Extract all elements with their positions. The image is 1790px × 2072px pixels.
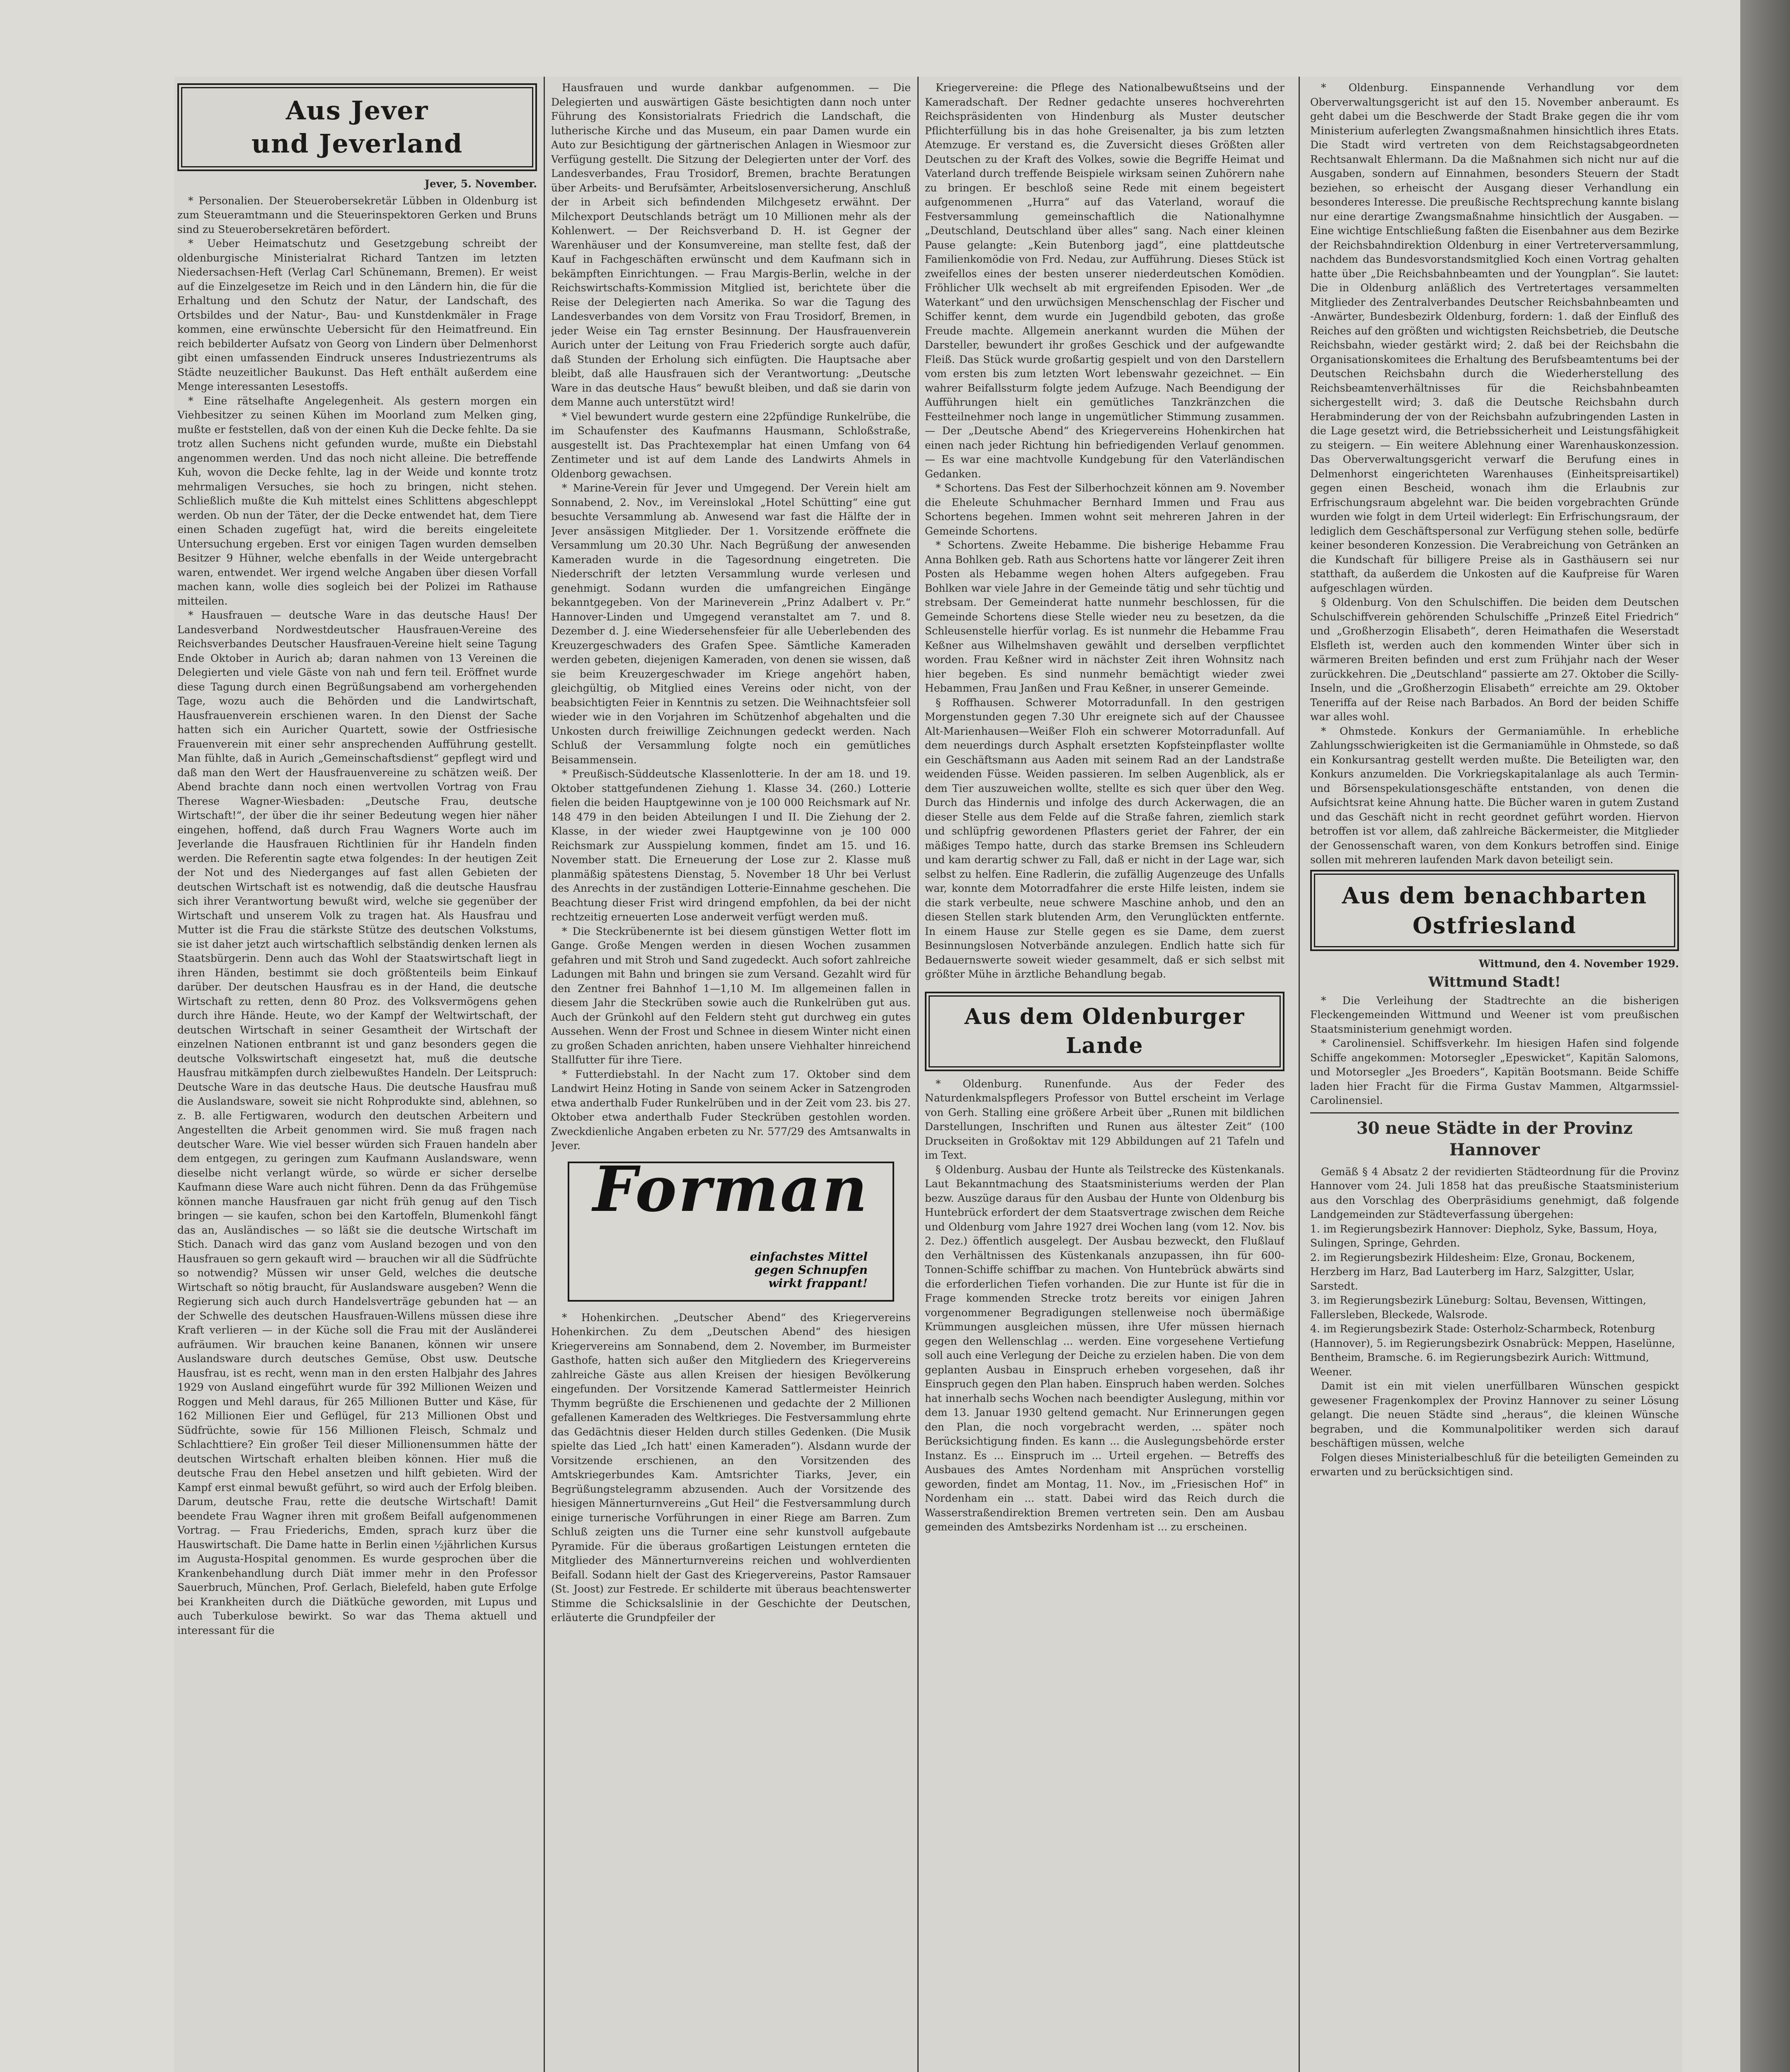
- article: * Hohenkirchen. „Deutscher Abend“ des Kriegervereins Hohenkirchen. Zu dem „Deutschen Abend“ des hiesigen Kriegervereins am Sonnabend, dem 2. November, im Burmeister Gasthofe, hatten sich außer den Mitgliedern des Kriegervereins zahlreiche Gäste aus allen Kreisen der hiesigen Bevölkerung eingefunden. Der Vorsitzende Kamerad Sattlermeister Heinrich Thymm begrüßte die Erschienenen und gedachte der 2 Millionen gefallenen Kameraden des Weltkrieges. Die Festversammlung ehrte das Gedächtnis dieser Helden durch stilles Gedenken. (Die Musik spielte das Lied „Ich hatt' einen Kameraden“). Alsdann wurde der Vorsitzende erschienen, an den Vorsitzenden des Amtskriegerbundes Kam. Amtsrichter Tiarks, Jever, ein Begrüßungstelegramm abzusenden. Auch der Vorsitzende des hiesigen Männerturnvereins „Gut Heil“ die Festversammlung durch einige turnerische Vorführungen in einer Riege am Barren. Zum Schluß zeigten uns die Turner eine sehr kunstvoll aufgebaute Pyramide. Für die überaus großartigen Leistungen ernteten die Mitglieder des Männerturnvereins reichen und wohlverdienten Beifall. Sodann hielt der Gast des Kriegervereins, Pastor Ramsauer (St. Joost) zur Festrede. Er schilderte mit überaus beachtenswerter Stimme die Schicksalslinie in der Geschichte der Deutschen, erläuterte die Grundpfeiler der: [551, 1311, 911, 1624]
- newspaper-page: [174, 77, 1682, 2072]
- article: Folgen dieses Ministerialbeschluß für die beteiligten Gemeinden zu erwarten und zu berücksichtigen sind.: [1310, 1451, 1679, 1478]
- header-line: und Jeverland: [251, 128, 463, 159]
- header-line: Lande: [1066, 1033, 1144, 1058]
- article: * Futterdiebstahl. In der Nacht zum 17. Oktober sind dem Landwirt Heinz Hoting in Sande von seinem Acker in Satzengroden etwa anderthalb Fuder Runkelrüben und in der Zeit vom 23. bis 27. Oktober etwa anderthalb Fuder Steckrüben gestohlen worden. Zweckdienliche Angaben erbeten zu Nr. 577/29 des Amtsanwalts in Jever.: [551, 1068, 911, 1152]
- section-header-ostfriesland: [1310, 870, 1679, 951]
- column-1: [177, 81, 537, 2072]
- dateline-wittmund: Wittmund, den 4. November 1929.: [1479, 957, 1679, 970]
- advertisement-forman: [568, 1152, 894, 1302]
- headline-line: 30 neue Städte in der Provinz: [1356, 1118, 1633, 1138]
- article: § Roffhausen. Schwerer Motorradunfall. In den gestrigen Morgenstunden gegen 7.30 Uhr ereignete sich auf der Chaussee Alt-Marienhausen—Weißer Floh ein schwerer Motorradunfall. Auf dem neuerdings durch Asphalt ersetzten Kopfsteinpflaster wollte ein Geschäftsmann aus Aaden mit seinem Rad an der Landstraße weidenden Füsse. Weiden passieren. Im selben Augenblick, als er dem Tier auszuweichen wollte, stellte es sich quer über den Weg. Durch das Hindernis und infolge des durch Ackerwagen, die an dieser Stelle aus dem Felde auf die Straße fahren, ziemlich stark und schlüpfrig gewordenen Pflasters geriet der Fahrer, der ein mäßiges Tempo hatte, durch das starke Bremsen ins Schleudern und kam derartig schwer zu Fall, daß er nicht in der Lage war, sich selbst zu helfen. Eine Radlerin, die zufällig Augenzeuge des Unfalls war, konnte dem Motorradfahrer die erste Hilfe leisten, indem sie die stark verbeulte, neue schwere Maschine anhob, und den an diesen Stellen stark blutenden Arm, den Verunglückten entfernte. In einem Hause zur Stelle gegen es sie Dame, dem zuerst Besinnungslosen Notverbände anzulegen. Endlich hatte sich für Bedauernswerte soweit wieder gesammelt, daß er sich selbst mit größter Mühe in ärztliche Behandlung begab.: [925, 696, 1284, 980]
- column-4: [1310, 81, 1679, 2072]
- header-line: Aus dem benachbarten: [1342, 882, 1647, 909]
- ad-tagline-line: einfachstes Mittel: [750, 1249, 868, 1264]
- header-line: Ostfriesland: [1413, 912, 1577, 939]
- article: * Carolinensiel. Schiffsverkehr. Im hiesigen Hafen sind folgende Schiffe angekommen: Motorsegler „Epeswicket“, Kapitän Salomons, und Motorsegler „Jes Broeders“, Kapitän Bootsmann. Beide Schiffe laden hier Fracht für die Firma Gustav Mammen, Altgarmssiel-Carolinensiel.: [1310, 1037, 1679, 1106]
- list-item: 2. im Regierungsbezirk Hildesheim: Elze, Gronau, Bockenem, Herzberg im Harz, Bad Lauterberg im Harz, Salzgitter, Uslar, Sarstedt.: [1310, 1251, 1635, 1292]
- article: * Oldenburg. Einspannende Verhandlung vor dem Oberverwaltungsgericht ist auf den 15. November anberaumt. Es geht dabei um die Beschwerde der Stadt Brake gegen die ihr vom Ministerium auferlegten Zwangsmaßnahmen hinsichtlich ihres Etats. Die Stadt wird vertreten von dem Reichstagsabgeordneten Rechtsanwalt Ehlermann. Da die Maßnahmen sich nicht nur auf die Ausgaben, sondern auf Einnahmen, besonders Steuern der Stadt beziehen, so erheischt der Ausgang dieser Verhandlung ein besonderes Interesse. Die preußische Rechtsprechung kannte bislang nur eine derartige Zwangsmaßnahme hinsichtlich der Ausgaben. — Eine wichtige Entschließung faßten die Eisenbahner aus dem Bezirke der Reichsbahndirektion Oldenburg in einer Vertreterversammlung, nachdem das Bundesvorstandsmitglied Koch einen Vortrag gehalten hatte über „Die Reichsbahnbeamten und der Youngplan“. Sie lautet: Die in Oldenburg anläßlich des Vertretertages versammelten Mitglieder des Zentralverbandes Deutscher Reichsbahnbeamten und -Anwärter, Bundesbezirk Oldenburg, fordern: 1. daß der Einfluß des Reiches auf den größten und wichtigsten Reichsbetrieb, die Deutsche Reichsbahn, wieder gestärkt wird; 2. daß bei der Reichsbahn die Organisationskomitees die Erhaltung des Berufsbeamtentums bei der Deutschen Reichsbahn durch die Wiederherstellung des Reichsbeamtenverhältnisses für die Reichsbahnbeamten sichergestellt wird; 3. daß die Deutsche Reichsbahn durch Herabminderung der von der Reichsbahn aufzubringenden Lasten in die Lage gesetzt wird, die Betriebssicherheit und Leistungsfähigkeit zu steigern. — Ein weitere Ablehnung einer Warenhauskonzession. Das Oberverwaltungsgericht verwarf die Berufung eines in Delmenhorst eingerichteten Warenhauses (Einheitspreisartikel) gegen einen Bescheid, wonach ihm die Erlaubnis zur Erfrischungsraum abgelehnt war. Die beiden vorgebrachten Gründe wurden wie folgt in dem Urteil widerlegt: Ein Erfrischungsraum, der lediglich dem Geschäftspersonal zur Verfügung stehen solle, bedürfe keiner besonderen Konzession. Die Verabreichung von Getränken an die Kundschaft für billigere Preise als in Gasthäusern sei nur statthaft, da außerdem die Unkosten auf die Kaufpreise für Waren aufgeschlagen würden.: [1310, 82, 1679, 594]
- list-item: 1. im Regierungsbezirk Hannover: Diepholz, Syke, Bassum, Hoya, Sulingen, Springe, Gehrden.: [1310, 1222, 1657, 1249]
- dateline-jever: Jever, 5. November.: [424, 178, 537, 190]
- article: Hausfrauen und wurde dankbar aufgenommen. — Die Delegierten und auswärtigen Gäste besichtigten dann noch unter Führung des Konsistorialrats Friedrich die Landschaft, die lutherische Kirche und das Museum, ein paar Damen wurde ein Auto zur Besichtigung der gärtnerischen Anlagen in Wiesmoor zur Verfügung gestellt. Die Sitzung der Delegierten unter der Vorf. des Landesverbandes, Frau Trosidorf, Bremen, brachte Beratungen über Arbeits- und Berufsämter, Arbeitslosenversicherung, Anschluß der in Arbeit sich befindenden Milchgesetz erwähnt. Der Milchexport Deutschlands beträgt um 10 Millionen mehr als der Kohlenwert. — Der Reichsverband D. H. ist Gegner der Warenhäuser und der Konsumvereine, man stellte fest, daß der Kauf in Fachgeschäften erwünscht und dem Kaufmann sich in bekämpften Einrichtungen. — Frau Margis-Berlin, welche in der Reichswirtschafts-Kommission Mitglied ist, berichtete über die Reise der Delegierten nach Amerika. So war die Tagung des Landesverbandes von dem Vorsitz von Frau Trosidorf, Bremen, in jeder Weise ein Tag ernster Besinnung. Der Hausfrauenverein Aurich unter der Leitung von Frau Friederich sorgte auch dafür, daß Stunden der Erholung sich einfügten. Die Hauptsache aber bleibt, daß alle Hausfrauen sich der Verantwortung: „Deutsche Ware in das deutsche Haus“ bewußt bleiben, und daß sie darin von dem Manne auch unterstützt wird!: [551, 82, 911, 408]
- header-line: Aus Jever: [285, 95, 429, 126]
- ad-brand: Forman: [593, 1152, 869, 1226]
- article: * Schortens. Das Fest der Silberhochzeit können am 9. November die Eheleute Schuhmacher Bernhard Immen und Frau aus Schortens begehen. Immen wohnt seit mehreren Jahren in der Gemeinde Schortens.: [925, 482, 1284, 537]
- article: Damit ist ein mit vielen unerfüllbaren Wünschen gespickt gewesener Fragenkomplex der Provinz Hannover zu seiner Lösung gelangt. Die neuen Städte sind „heraus“, die kleinen Wünsche begraben, und die Kommunalpolitiker werden sich darauf beschäftigen müssen, welche: [1310, 1380, 1679, 1449]
- section-header-oldenburg: [925, 992, 1284, 1071]
- article: § Oldenburg. Ausbau der Hunte als Teilstrecke des Küstenkanals. Laut Bekanntmachung des Staatsministeriums werden der Plan bezw. Auszüge daraus für den Ausbau der Hunte von Oldenburg bis Huntebrück erfordert der dem Staatsvertrage zwischen dem Reiche und Oldenburg vom Jahre 1927 drei Wochen lang (vom 12. Nov. bis 2. Dez.) öffentlich ausgelegt. Der Ausbau bezweckt, den Flußlauf den Verhältnissen des Küstenkanals anzupassen, ihn für 600-Tonnen-Schiffe schiffbar zu machen. Von Huntebrück abwärts sind die erforderlichen Tiefen vorhanden. Die zur Hunte ist für die in Frage kommenden Strecke trotz bereits vor einigen Jahren vorgenommener Begradigungen stellenweise noch übermäßige Krümmungen ausgleichen müssen, ihre Ufer müssen hiernach gegen den Wellenschlag ... werden. Eine vorgesehene Vertiefung soll auch eine Verlegung der Deiche zu erzielen haben. Die von dem geplanten Ausbau in Einspruch erheben vorgesehen, daß ihr Einspruch gegen den Plan haben. Einspruch haben werden. Solches hat innerhalb sechs Wochen nach beendigter Auslegung, mithin vor dem 13. Januar 1930 geltend gemacht. Nur Erinnerungen gegen den Plan, die noch vorgebracht werden, ... später noch Berücksichtigung finden. Es kann ... die Auslegungsbehörde erster Instanz. Es ... Einspruch im ... Urteil ergehen. — Betreffs des Ausbaues des Amtes Nordenham mit Ansprüchen vorstellig geworden, findet am Montag, 11. Nov., im „Friesischen Hof“ in Nordenham ein ... statt. Dabei wird das Reich durch die Wasserstraßendirektion Bremen vertreten sein. Den am Ausbau gemeinden des Amtsbezirks Nordenham ist ... zu erscheinen.: [925, 1163, 1284, 1533]
- ad-tagline-line: gegen Schnupfen: [754, 1263, 868, 1277]
- column-rule: [544, 77, 545, 2072]
- article: Gemäß § 4 Absatz 2 der revidierten Städteordnung für die Provinz Hannover vom 24. Juli 1858 hat das preußische Staatsministerium aus den Vorschlag des Oberpräsidiums genehmigt, daß folgende Landgemeinden zur Städteverfassung übergehen:: [1310, 1165, 1679, 1220]
- article: § Oldenburg. Von den Schulschiffen. Die beiden dem Deutschen Schulschiffverein gehörenden Schulschiffe „Prinzeß Eitel Friedrich“ und „Großherzogin Elisabeth“, deren Heimathafen die Weserstadt Elsfleth ist, werden auch den kommenden Winter über sich in wärmeren Breiten befinden und erst zum Frühjahr nach der Weser zurückkehren. Die „Deutschland“ passierte am 27. Oktober die Scilly-Inseln, und die „Großherzogin Elisabeth“ erreichte am 29. Oktober Teneriffa auf der Reise nach Barbados. An Bord der beiden Schiffe war alles wohl.: [1310, 596, 1679, 723]
- ad-tagline: [750, 1250, 868, 1290]
- column-3: [925, 81, 1284, 2072]
- article: * Schortens. Zweite Hebamme. Die bisherige Hebamme Frau Anna Bohlken geb. Rath aus Schortens hatte vor längerer Zeit ihren Posten als Hebamme wegen hohen Alters aufgegeben. Frau Bohlken war viele Jahre in der Gemeinde tätig und sehr tüchtig und strebsam. Der Gemeinderat hatte nunmehr beschlossen, für die Gemeinde Schortens diese Stelle wieder neu zu besetzen, da die Schleusenstelle hierfür vorlag. Es ist nunmehr die Hebamme Frau Keßner aus Wilhelmshaven gewählt und derselben verpflichtet worden. Frau Keßner wird in nächster Zeit ihren Wohnsitz nach hier begeben. Es sind nunmehr bemächtigt wieder zwei Hebammen, Frau Janßen und Frau Keßner, in unserer Gemeinde.: [925, 539, 1284, 694]
- article: * Personalien. Der Steuerobersekretär Lübben in Oldenburg ist zum Steueramtmann und die Steuerinspektoren Gerken und Bruns sind zu Steuerobersekretären befördert.: [177, 194, 537, 235]
- article: * Hausfrauen — deutsche Ware in das deutsche Haus! Der Landesverband Nordwestdeutscher Hausfrauen-Vereine des Reichsverbandes Deutscher Hausfrauen-Vereine hielt seine Tagung Ende Oktober in Aurich ab; daran nahmen von 13 Vereinen die Delegierten und viele Gäste von nah und fern teil. Eröffnet wurde diese Tagung durch einen Begrüßungsabend am vorhergehenden Tage, wozu auch die Behörden und die Landwirtschaft, Hausfrauenverein erschienen waren. In den Dienst der Sache hatten sich ein Auricher Quartett, sowie der Ostfriesische Frauenverein mit einer sehr ansprechenden Aufführung gestellt. Man fühlte, daß in Aurich „Gemeinschaftsdienst“ gepflegt wird und daß man den Wert der Hausfrauenvereine zu schätzen weiß. Der Abend brachte dann noch einen wertvollen Vortrag von Frau Therese Wagner-Wiesbaden: „Deutsche Frau, deutsche Wirtschaft!“, der über die ihr seiner Bedeutung wegen hier näher eingehen, hoffend, daß durch Frau Wagners Worte auch im Jeverlande die Hausfrauen Richtlinien für ihr Handeln finden werden. Die Referentin sagte etwa folgendes: In der heutigen Zeit der Not und des Niederganges auf fast allen Gebieten der deutschen Wirtschaft ist es notwendig, daß die deutsche Hausfrau sich ihrer Verantwortung bewußt wird, welche sie gegenüber der Wirtschaft und unserem Volk zu tragen hat. Als Hausfrau und Mutter ist die Frau die stärkste Stütze des deutschen Volkstums, sie ist daher jetzt auch wirtschaftlich selbständig denken lernen als Staatsbürgerin. Denn auch das Wohl der Staatswirtschaft liegt in ihren Händen, bestimmt sie doch größtenteils beim Einkauf darüber. Der deutschen Hausfrau es in der Hand, die deutsche Wirtschaft zu retten, denn 80 Proz. des Volksvermögens gehen durch ihre Hände. Heute, wo der Kampf der Weltwirtschaft, der deutschen Wirtschaft in seiner Gesamtheit der Wirtschaft der einzelnen Nationen entbrannt ist und ganz besonders gegen die deutsche Volkswirtschaft eingesetzt hat, muß die deutsche Hausfrau mitkämpfen durch zielbewußtes Handeln. Der Leitspruch: Deutsche Ware in das deutsche Haus. Die deutsche Hausfrau muß die Auslandsware, soweit sie nicht Rohprodukte sind, ablehnen, so z. B. alle Fertigwaren, wodurch den deutschen Arbeitern und Angestellten die Arbeit genommen wird. Sie muß fragen nach deutscher Ware. Wie viel besser würden sich Frauen handeln aber dem entgegen, zu geringen zum Kaufmann Auslandsware, wenn dieselbe nicht verlangt würde, so würde er sicher derselbe Kaufmann diese Ware auch nicht führen. Denn da das Frühgemüse können manche Hausfrauen gar nicht früh genug auf den Tisch bringen — sie kaufen, schon bei den Kartoffeln, Blumenkohl fängt das an, Ausländisches — so läßt sie die deutsche Wirtschaft im Stich. Danach wird das ganz vom Ausland bezogen und von den Hausfrauen so gern gekauft wird — brauchen wir all die Südfrüchte so notwendig? Müssen wir unser Geld, welches die deutsche Wirtschaft so nötig braucht, für Auslandsware ausgeben? Wenn die Regierung sich auch durch Handelsverträge gebunden hat — an der Schwelle des deutschen Hausfrauen-Willens müssen diese ihre Kraft verlieren — in der Küche soll die Frau mit der Ausländerei aufräumen. Wir brauchen keine Bananen, können wir unsere Auslandsware durch deutsches Gemüse, Obst usw. Deutsche Hausfrau, ist es recht, wenn man in den ersten Halbjahr des Jahres 1929 von Ausland eingeführt wurde für 392 Millionen Weizen und Roggen und Mehl daraus, für 265 Millionen Butter und Käse, für 162 Millionen Eier und Geflügel, für 213 Millionen Obst und Südfrüchte, sowie für 156 Millionen Fleisch, Schmalz und Schlachttiere? Ein großer Teil dieser Millionensummen hätte der deutschen Wirtschaft erhalten bleiben können. Hier muß die deutsche Frau den Hebel ansetzen und hilft gebieten. Wird der Kampf erst einmal bewußt geführt, so wird auch der Erfolg bleiben. Darum, deutsche Frau, rette die deutsche Wirtschaft! Damit beendete Frau Wagner ihren mit großem Beifall aufgenommenen Vortrag. — Frau Friederichs, Emden, sprach kurz über die Hauswirtschaft. Die Dame hatte in Berlin einen ½jährlichen Kursus im Augusta-Hospital genommen. Es wurde gesprochen über die Krankenbehandlung durch Diät immer mehr in den Professor Sauerbruch, München, Prof. Gerlach, Bielefeld, haben gute Erfolge bei Krankheiten durch die Diätküche geworden, mit Lupus und auch Tuberkulose bewirkt. So war das Thema aktuell und interessant für die: [177, 609, 537, 1636]
- divider: [1310, 1112, 1679, 1113]
- article: * Die Steckrübenernte ist bei diesem günstigen Wetter flott im Gange. Große Mengen werden in diesen Wochen zusammen gefahren und mit Stroh und Sand zugedeckt. Auch sofort zahlreiche Ladungen mit Bahn und bringen sie zum Versand. Gezahlt wird für den Zentner frei Bahnhof 1—1,10 M. Im allgemeinen fallen in diesem Jahr die Steckrüben sowie auch die Runkelrüben gut aus. Auch der Grünkohl auf den Feldern steht gut durchweg ein gutes Aussehen. Wenn der Frost und Schnee in diesem Winter nicht einen zu großen Schaden anrichten, haben unsere Viehhalter hinreichend Stallfutter für ihre Tiere.: [551, 925, 911, 1066]
- article: * Preußisch-Süddeutsche Klassenlotterie. In der am 18. und 19. Oktober stattgefundenen Ziehung 1. Klasse 34. (260.) Lotterie fielen die beiden Hauptgewinne von je 100 000 Reichsmark auf Nr. 148 479 in den beiden Abteilungen I und II. Die Ziehung der 2. Klasse, in der wieder zwei Hauptgewinne von je 100 000 Reichsmark zur Ausspielung kommen, findet am 15. und 16. November statt. Die Erneuerung der Lose zur 2. Klasse muß planmäßig spätestens Dienstag, 5. November 18 Uhr bei Verlust des Anrechts in der zuständigen Lotterie-Einnahme geschehen. Die Beachtung dieser Frist wird dringend empfohlen, da bei der nicht rechtzeitig erneuerten Lose anderweit verfügt werden muß.: [551, 768, 911, 923]
- article: * Eine rätselhafte Angelegenheit. Als gestern morgen ein Viehbesitzer zu seinen Kühen im Moorland zum Melken ging, mußte er feststellen, daß von der einen Kuh die Decke fehlte. Da sie trotz allen Suchens nicht gefunden wurde, mußte ein Diebstahl angenommen werden. Und das noch nicht alleine. Die betreffende Kuh, wovon die Decke fehlte, lag in der Weide und konnte trotz mehrmaligen Versuches, sie hoch zu bringen, nicht stehen. Schließlich mußte die Kuh mittelst eines Schlittens abgeschleppt werden. Ob nun der Täter, der die Decke entwendet hat, dem Tiere einen Schaden zugefügt hat, wird die bereits eingeleitete Untersuchung ergeben. Erst vor einigen Tagen wurden demselben Besitzer 9 Hühner, welche ebenfalls in der Weide untergebracht waren, entwendet. Wer irgend welche Angaben über diesen Vorfall machen kann, wolle dies sogleich bei der Polizei im Rathause mitteilen.: [177, 395, 537, 607]
- article: Kriegervereine: die Pflege des Nationalbewußtseins und der Kameradschaft. Der Redner gedachte unseres hochverehrten Reichspräsidenten von Hindenburg als Muster deutscher Pflichterfüllung bis in das hohe Greisenalter, ja bis zum letzten Atemzuge. Er verstand es, die Zuversicht dieses Größten aller Deutschen zu der Kraft des Volkes, sowie die Begriffe Heimat und Vaterland durch treffende Beispiele wirksam seinen Zuhörern nahe zu bringen. Er beschloß seine Rede mit einem begeistert aufgenommenen „Hurra“ auf das Vaterland, worauf die Festversammlung gemeinschaftlich die Nationalhymne „Deutschland, Deutschland über alles“ sang. Nach einer kleinen Pause gelangte: „Kein Butenborg jagd“, eine plattdeutsche Familienkomödie von Frd. Nedau, zur Aufführung. Dieses Stück ist zweifellos eines der besten unserer niederdeutschen Komödien. Fröhlicher Ulk wechselt ab mit ergreifenden Episoden. Wer „de Waterkant“ und den urwüchsigen Menschenschlag der Fischer und Schiffer kennt, dem wurde ein Jugendbild geboten, das große Freude machte. Allgemein anerkannt wurden die Mühen der Darsteller, bewundert ihr großes Geschick und der aufgewandte Fleiß. Das Stück wurde großartig gespielt und von den Darstellern vom ersten bis zum letzten Wort lebenswahr gezeichnet. — Ein wahrer Beifallssturm folgte jedem Aufzuge. Nach Beendigung der Aufführungen hielt ein gemütliches Tanzkränzchen die Festteilnehmer noch lange in ungemütlicher Stimmung zusammen. — Der „Deutsche Abend“ des Kriegervereins Hohenkirchen hat einen nach jeder Richtung hin befriedigenden Verlauf genommen. — Es war eine machtvolle Kundgebung für den Vaterländischen Gedanken.: [925, 82, 1284, 480]
- article: * Viel bewundert wurde gestern eine 22pfündige Runkelrübe, die im Schaufenster des Kaufmanns Hausmann, Schloßstraße, ausgestellt ist. Das Prachtexemplar hat einen Umfang von 64 Zentimeter und ist auf dem Lande des Landwirts Ahmels in Oldenborg gewachsen.: [551, 410, 911, 480]
- column-rule: [917, 77, 919, 2072]
- list-item: 3. im Regierungsbezirk Lüneburg: Soltau, Bevensen, Wittingen, Fallersleben, Bleckede, Walsrode.: [1310, 1294, 1647, 1321]
- article: * Marine-Verein für Jever und Umgegend. Der Verein hielt am Sonnabend, 2. Nov., im Vereinslokal „Hotel Schütting“ eine gut besuchte Versammlung ab. Anwesend war fast die Hälfte der in Jever ansässigen Mitglieder. Der 1. Vorsitzende eröffnete die Versammlung um 20.30 Uhr. Nach Begrüßung der anwesenden Kameraden wurde in die Tagesordnung eingetreten. Die Niederschrift der letzten Versammlung wurde verlesen und genehmigt. Sodann wurden die umfangreichen Eingänge bekanntgegeben. Von der Marineverein „Prinz Adalbert v. Pr.“ Hannover-Linden und Umgegend veranstaltet am 7. und 8. Dezember d. J. eine Wiedersehensfeier für alle Ueberlebenden des Kreuzergeschwaders des Grafen Spee. Sämtliche Kameraden werden gebeten, diejenigen Kameraden, von denen sie wissen, daß sie beim Kreuzergeschwader im Kriege angehört haben, gleichgültig, ob Mitglied eines Vereins oder nicht, von der beabsichtigten Feier in Kenntnis zu setzen. Die Weihnachtsfeier soll wieder wie in den Vorjahren im Schützenhof abgehalten und die Unkosten durch freiwillige Zeichnungen gedeckt werden. Nach Schluß der Versammlung folgte noch ein gemütliches Beisammensein.: [551, 482, 911, 766]
- list-item: 4. im Regierungsbezirk Stade: Osterholz-Scharmbeck, Rotenburg (Hannover), 5. im Regierungsbezirk Osnabrück: Meppen, Haselünne, Bentheim, Bramsche. 6. im Regierungsbezirk Aurich: Wittmund, Weener.: [1310, 1323, 1675, 1378]
- ad-tagline-line: wirkt frappant!: [768, 1276, 868, 1290]
- headline-hannover: [1310, 1118, 1679, 1161]
- column-rule: [1299, 77, 1300, 2072]
- scan-edge: [1740, 0, 1790, 2072]
- article: * Oldenburg. Runenfunde. Aus der Feder des Naturdenkmalspflegers Professor von Buttel erscheint im Verlage von Gerh. Stalling eine größere Arbeit über „Runen mit bildlichen Darstellungen, Inschriften und Runen aus ältester Zeit“ (100 Druckseiten in Großoktav mit 129 Abbildungen auf 21 Tafeln und im Text.: [925, 1077, 1284, 1161]
- article: * Ohmstede. Konkurs der Germaniamühle. In erhebliche Zahlungsschwierigkeiten ist die Germaniamühle in Ohmstede, so daß ein Konkursantrag gestellt werden mußte. Die Beteiligten war, den Konkurs anzumelden. Die Vorkriegskapitalanlage als auch Termin- und Börsenspekulationsgeschäfte entstanden, von denen die Aufsichtsrat keine Ahnung hatte. Die Bücher waren in gutem Zustand und das Geschäft nicht in recht geordnet geführt worden. Hiervon betroffen ist vor allem, daß zahlreiche Bäckermeister, die Mitglieder der Genossenschaft waren, von dem Konkurs betroffen sind. Einige sollen mit mehreren laufenden Mark davon beteiligt sein.: [1310, 725, 1679, 866]
- article: * Ueber Heimatschutz und Gesetzgebung schreibt der oldenburgische Ministerialrat Richard Tantzen im letzten Niedersachsen-Heft (Verlag Carl Schünemann, Bremen). Er weist auf die Einzelgesetze im Reich und in den Ländern hin, die für die Erhaltung und den Schutz der Natur, der Landschaft, des Ortsbildes und der Natur-, Bau- und Kunstdenkmäler in Frage kommen, eine erwünschte Uebersicht für den Heimatfreund. Ein reich bebilderter Aufsatz von Georg von Lindern über Delmenhorst gibt einen umfassenden Eindruck unseres Industriezentrums als Städte neuzeitlicher Baukunst. Das Heft enthält außerdem eine Menge interessanten Lesestoffs.: [177, 237, 537, 392]
- column-2: [551, 81, 911, 2072]
- subhead-wittmund: Wittmund Stadt!: [1428, 974, 1561, 990]
- header-line: Aus dem Oldenburger: [964, 1004, 1245, 1029]
- article: * Die Verleihung der Stadtrechte an die bisherigen Fleckengemeinden Wittmund und Weener ist vom preußischen Staatsministerium genehmigt worden.: [1310, 994, 1679, 1035]
- headline-line: Hannover: [1449, 1140, 1540, 1159]
- section-header-jever: [177, 83, 537, 171]
